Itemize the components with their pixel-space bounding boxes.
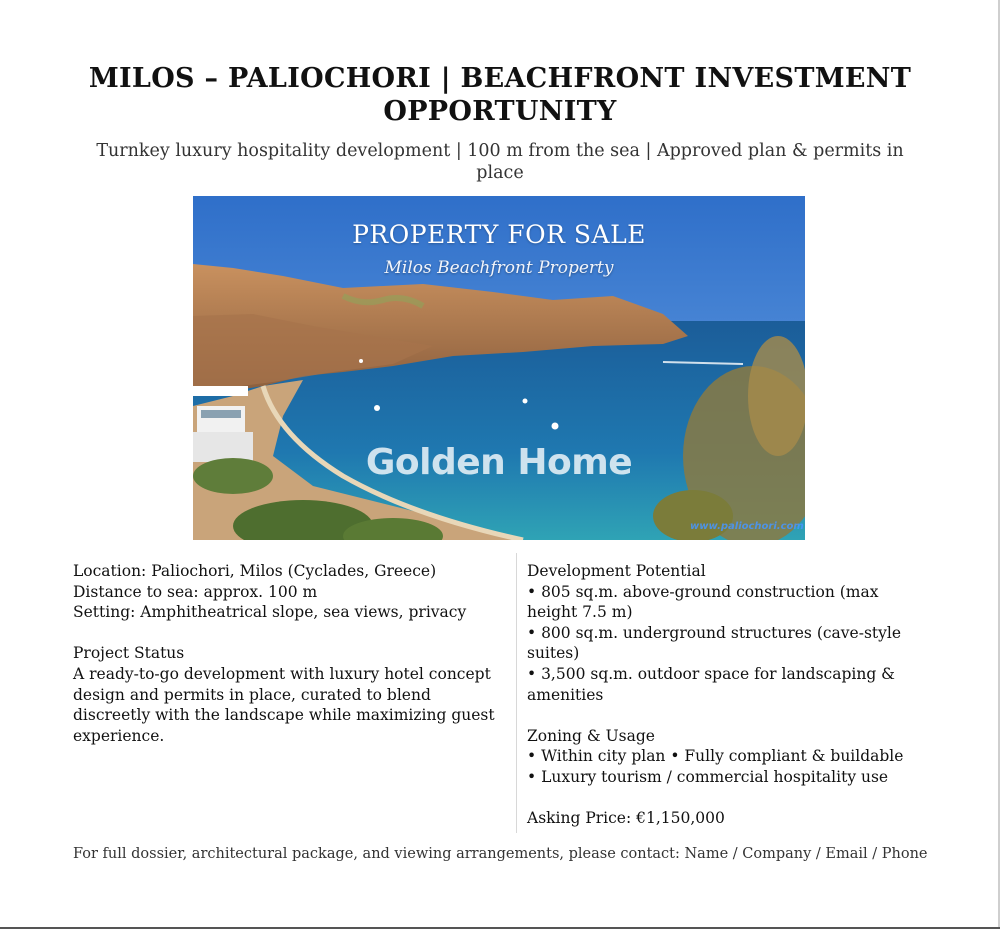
asking-price: Asking Price: €1,150,000 (527, 809, 725, 828)
development-item: • 800 sq.m. underground structures (cave-style suites) (527, 623, 902, 663)
development-heading: Development Potential (527, 562, 706, 580)
zoning-heading: Zoning & Usage (527, 726, 655, 745)
contact-footer: For full dossier, architectural package, and viewing arrangements, please contact: Name / Company / Email / Phone (73, 846, 928, 862)
watermark-logo: Golden Home (365, 442, 633, 483)
column-divider (516, 553, 517, 833)
property-details-column (73, 561, 513, 746)
hero-overlay-subtitle: Milos Beachfront Property (384, 258, 614, 278)
boat (374, 405, 380, 411)
zoning-item: • Within city plan • Fully compliant & buildable (527, 747, 904, 766)
setting-line: Setting: Amphitheatrical slope, sea views, privacy (73, 603, 467, 622)
project-status-heading: Project Status (73, 644, 185, 663)
development-column (527, 561, 927, 829)
hero-overlay-title: PROPERTY FOR SALE (352, 220, 646, 249)
development-item: • 805 sq.m. above-ground construction (max height 7.5 m) (527, 582, 879, 622)
development-item: • 3,500 sq.m. outdoor space for landscaping & amenities (527, 664, 895, 704)
building (193, 386, 248, 396)
document-subtitle: Turnkey luxury hospitality development | 100 m from the sea | Approved plan & permits in place (96, 141, 904, 183)
hero-site-text: www.paliochori.com (690, 521, 804, 532)
location-line: Location: Paliochori, Milos (Cyclades, Greece) (73, 562, 437, 580)
distance-line: Distance to sea: approx. 100 m (73, 582, 318, 601)
document-title: MILOS – PALIOCHORI | BEACHFRONT INVESTMENT OPPORTUNITY (88, 63, 912, 127)
project-status-text: A ready-to-go development with luxury hotel concept design and permits in place, curated to blend discreetly with the landscape while maximizing guest experience. (73, 664, 495, 745)
zoning-item: • Luxury tourism / commercial hospitality use (527, 767, 889, 786)
